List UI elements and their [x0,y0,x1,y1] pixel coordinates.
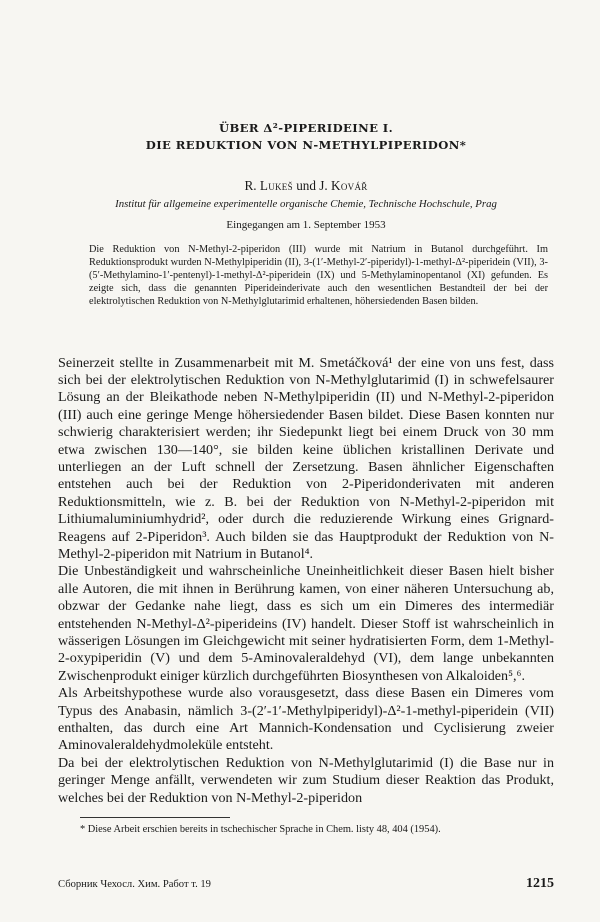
paragraph-3: Als Arbeitshypothese wurde also vorausgesetzt, dass diese Basen ein Dimeres vom Typus des Anabasin, nämlich 3-(2′-1′-Methylpiperidyl)-Δ²-1-methyl-piperidein (VII) enthalten, das durch eine Art Mannich-Kondensation und Cyclisierung zweier Aminovaleraldehydmoleküle entsteht. [58,685,554,754]
page-footer [58,876,554,892]
affiliation: Institut für allgemeine experimentelle organische Chemie, Technische Hochschule, Prag [115,198,497,210]
footnote-rule [80,817,230,818]
journal-name: Сборник Чехосл. Хим. Работ т. 19 [58,879,211,890]
footnote: * Diese Arbeit erschien bereits in tschechischer Sprache in Chem. listy 48, 404 (1954). [80,824,441,836]
author-1-surname: Lukeš [259,178,293,193]
author-1-initial: R. [244,178,260,193]
abstract: Die Reduktion von N-Methyl-2-piperidon (III) wurde mit Natrium in Butanol durchgeführt. Im Reduktionsprodukt wurden N-Methylpiperidin (II), 3-(1′-Methyl-2′-piperidyl)-1-methyl-Δ²-piperidein (VII), 3-(5′-Methylamino-1′-pentenyl)-1-methyl-Δ²-piperidein (IX) und 5-Methylaminopentanol (XI) gefunden. Es zeigte sich, dass die genannten Piperideinderivate auch den wesentlichen Bestandteil der bei der elektrolytischen Reduktion von N-Methylglutarimid erhaltenen, höhersiedenden Basen bilden. [89,244,548,307]
author-2-initial: J. [319,178,332,193]
body-text [58,355,554,808]
author-2-surname: Kovář [331,178,368,193]
paragraph-4: Da bei der elektrolytischen Reduktion von N-Methylglutarimid (I) die Base nur in geringer Menge anfällt, verwendeten wir zum Studium dieser Reaktion das Produkt, welches bei der Reduktion von N-Methyl-2-piperidon [58,754,554,806]
author-conjunction: und [292,178,320,193]
title-block [58,0,554,154]
authors [58,178,554,194]
title-line-2: DIE REDUKTION VON N-METHYLPIPERIDON* [145,138,467,152]
paragraph-2: Die Unbeständigkeit und wahrscheinliche Uneinheitlichkeit dieser Basen hielt bisher alle Autoren, die mit ihnen in Berührung kamen, von einer näheren Untersuchung ab, obzwar der Gedanke nahe liegt, dass es sich um ein Dimeres des intermediär entstehenden N-Methyl-Δ²-piperideins (IV) handelt. Dieser Stoff ist wahrscheinlich in wässerigen Lösungen im Gleichgewicht mit seiner hydratisierten Form, dem 1-Methyl-2-oxypiperidin (V) und dem 5-Aminovaleraldehyd (VI), dem lange unbekannten Zwischenprodukt einiger kürzlich durchgeführten Biosynthesen von Alkaloiden⁵,⁶. [58,563,554,684]
paragraph-1: Seinerzeit stellte in Zusammenarbeit mit M. Smetáčková¹ der eine von uns fest, dass sich bei der elektrolytischen Reduktion von N-Methylglutarimid (I) in schwefelsaurer Lösung an der Bleikathode neben N-Methylpiperidin (II) und N-Methyl-2-piperidon (III) auch eine geringe Menge höhersiedender Basen bildet. Diese Basen konnten nur schwierig charakterisiert werden; ihr Siedepunkt liegt bei einem Druck von 30 mm etwa zwischen 130—140°, sie bilden keine üblichen kristallinen Derivate und unterliegen an der Luft schnell der Zersetzung. Basen ähnlicher Eigenschaften entstehen auch bei der Reduktion von 2-Piperidonderivaten mit anderen Reduktionsmitteln, wie z. B. bei der Reduktion von N-Methyl-2-piperidon mit Lithiumaluminiumhydrid², oder durch die reduzierende Wirkung eines Grignard-Reagens auf 2-Piperidon³. Auch bilden sie das Hauptprodukt der Reduktion von N-Methyl-2-piperidon mit Natrium in Butanol⁴. [58,354,554,562]
page-number: 1215 [526,876,554,891]
title-line-1: ÜBER Δ²-PIPERIDEINE I. [218,121,394,135]
received-date: Eingegangen am 1. September 1953 [226,219,386,231]
